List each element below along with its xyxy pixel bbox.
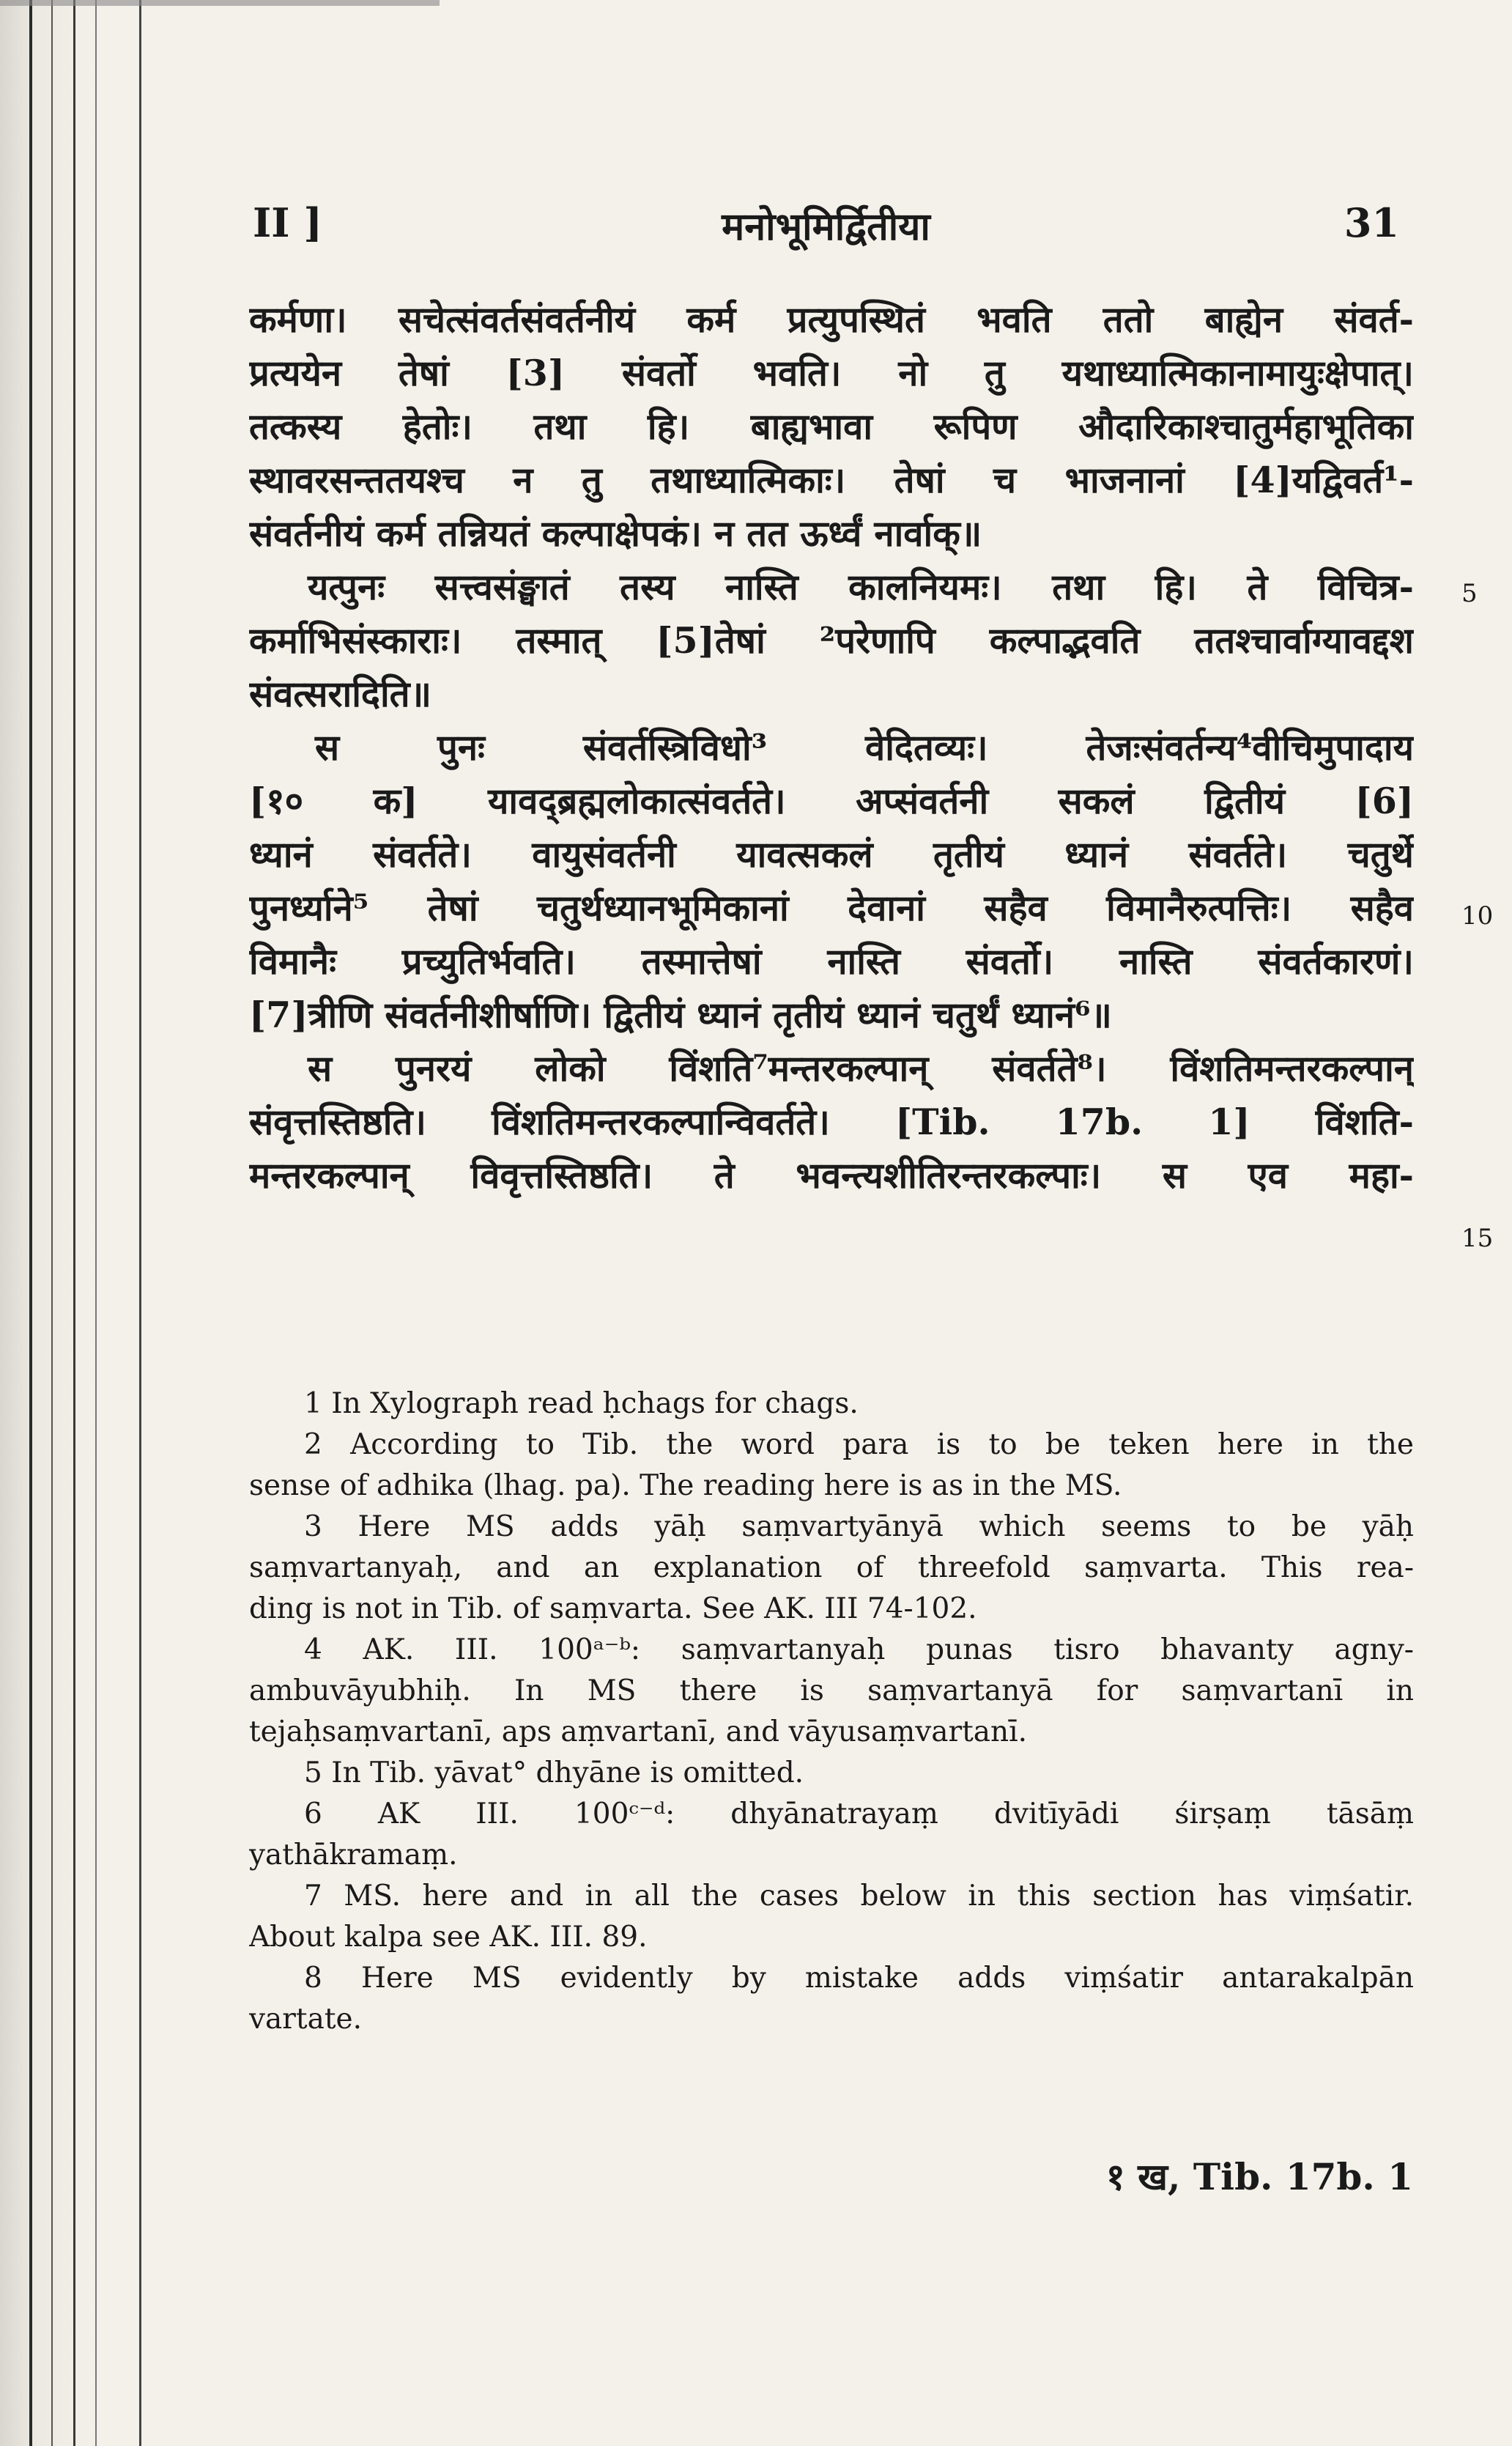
footnote-line: yathākramaṃ. <box>249 1839 458 1872</box>
book-binding-edge <box>0 0 168 2446</box>
footnote-line: vartate. <box>249 2003 363 2036</box>
footnote-line: 2 According to Tib. the word para is to be teken here in the <box>304 1428 1414 1461</box>
text-line: संवत्सरादिति॥ <box>249 673 431 715</box>
footnote-line: 5 In Tib. yāvat° dhyāne is omitted. <box>304 1756 804 1789</box>
running-title: मनोभूमिर्द्वितीया <box>722 204 930 249</box>
text-line: संवृत्तस्तिष्ठति। विंशतिमन्तरकल्पान्विवर्तते। [Tib. 17b. 1] विंशति- <box>249 1101 1414 1143</box>
text-line: [१० क] यावद्ब्रह्मलोकात्संवर्तते। अप्संवर्तनी सकलं द्वितीयं [6] <box>249 780 1414 822</box>
footnote-line: ambuvāyubhiḥ. In MS there is saṃvartanyā for saṃvartanī in <box>249 1674 1414 1707</box>
footnote-line: tejaḥsaṃvartanī, aps aṃvartanī, and vāyusaṃvartanī. <box>249 1715 1028 1748</box>
top-edge-shadow <box>0 0 440 6</box>
footnote-line: sense of adhika (lhag. pa). The reading here is as in the MS. <box>249 1469 1122 1502</box>
page-number: 31 <box>1344 199 1399 246</box>
text-line: यत्पुनः सत्त्वसंङ्घातं तस्य नास्ति कालनियमः। तथा हि। ते विचित्र- <box>308 566 1414 608</box>
footnote-line: 3 Here MS adds yāḥ saṃvartyānyā which seems to be yāḥ <box>304 1510 1414 1543</box>
sanskrit-body-text <box>249 293 1414 1202</box>
footnote-line: 1 In Xylograph read ḥchags for chags. <box>304 1387 859 1420</box>
text-line: [7]त्रीणि संवर्तनीशीर्षाणि। द्वितीयं ध्यानं तृतीयं ध्यानं चतुर्थं ध्यानं⁶॥ <box>249 994 1112 1036</box>
text-line: स पुनरयं लोको विंशति⁷मन्तरकल्पान् संवर्तते⁸। विंशतिमन्तरकल्पान् <box>308 1047 1414 1090</box>
footnote-line: 6 AK III. 100ᶜ⁻ᵈ: dhyānatrayaṃ dvitīyādi śirṣaṃ tāsāṃ <box>304 1797 1414 1830</box>
text-line: स पुनः संवर्तस्त्रिविधो³ वेदितव्यः। तेजःसंवर्तन्य⁴वीचिमुपादाय <box>315 726 1414 769</box>
footnote-line: 7 MS. here and in all the cases below in this section has viṃśatir. <box>304 1880 1414 1913</box>
text-line: मन्तरकल्पान् विवृत्तस्तिष्ठति। ते भवन्त्यशीतिरन्तरकल्पाः। स एव महा- <box>249 1154 1414 1197</box>
text-line: पुनर्ध्याने⁵ तेषां चतुर्थध्यानभूमिकानां देवानां सहैव विमानैरुत्पत्तिः। सहैव <box>249 887 1414 929</box>
text-line: कर्मणा। सचेत्संवर्तसंवर्तनीयं कर्म प्रत्युपस्थितं भवति ततो बाह्येन संवर्त- <box>249 298 1414 341</box>
bottom-reference-note: १ ख, Tib. 17b. 1 <box>1105 2155 1413 2198</box>
text-line: विमानैः प्रच्युतिर्भवति। तस्मात्तेषां नास्ति संवर्तो। नास्ति संवर्तकारणं। <box>249 940 1414 983</box>
chapter-number: II ] <box>253 199 322 246</box>
footnote-line: 4 AK. III. 100ᵃ⁻ᵇ: saṃvartanyaḥ punas tisro bhavanty agny- <box>304 1633 1414 1666</box>
text-line: तत्कस्य हेतोः। तथा हि। बाह्यभावा रूपिण औदारिकाश्चातुर्महाभूतिका <box>249 405 1414 448</box>
margin-line-number: 15 <box>1461 1224 1494 1253</box>
footnote-line: 8 Here MS evidently by mistake adds viṃśatir antarakalpān <box>304 1962 1414 1995</box>
footnote-line: saṃvartanyaḥ, and an explanation of threefold saṃvarta. This rea- <box>249 1551 1414 1584</box>
footnote-line: ding is not in Tib. of saṃvarta. See AK. III 74-102. <box>249 1592 977 1625</box>
page-header <box>253 199 1399 258</box>
margin-line-number: 5 <box>1461 579 1478 608</box>
margin-line-number: 10 <box>1461 901 1494 931</box>
footnote-line: About kalpa see AK. III. 89. <box>249 1921 648 1954</box>
footnotes <box>249 1383 1414 2040</box>
text-line: ध्यानं संवर्तते। वायुसंवर्तनी यावत्सकलं तृतीयं ध्यानं संवर्तते। चतुर्थे <box>249 833 1414 876</box>
text-line: स्थावरसन्ततयश्च न तु तथाध्यात्मिकाः। तेषां च भाजनानां [4]यद्विवर्त¹- <box>249 459 1414 501</box>
text-line: संवर्तनीयं कर्म तन्नियतं कल्पाक्षेपकं। न तत ऊर्ध्वं नार्वाक्॥ <box>249 512 982 555</box>
text-line: कर्माभिसंस्काराः। तस्मात् [5]तेषां ²परेणापि कल्पाद्भवति ततश्चार्वाग्यावद्दश <box>249 619 1414 662</box>
text-line: प्रत्ययेन तेषां [3] संवर्तो भवति। नो तु यथाध्यात्मिकानामायुःक्षेपात्। <box>249 352 1414 394</box>
